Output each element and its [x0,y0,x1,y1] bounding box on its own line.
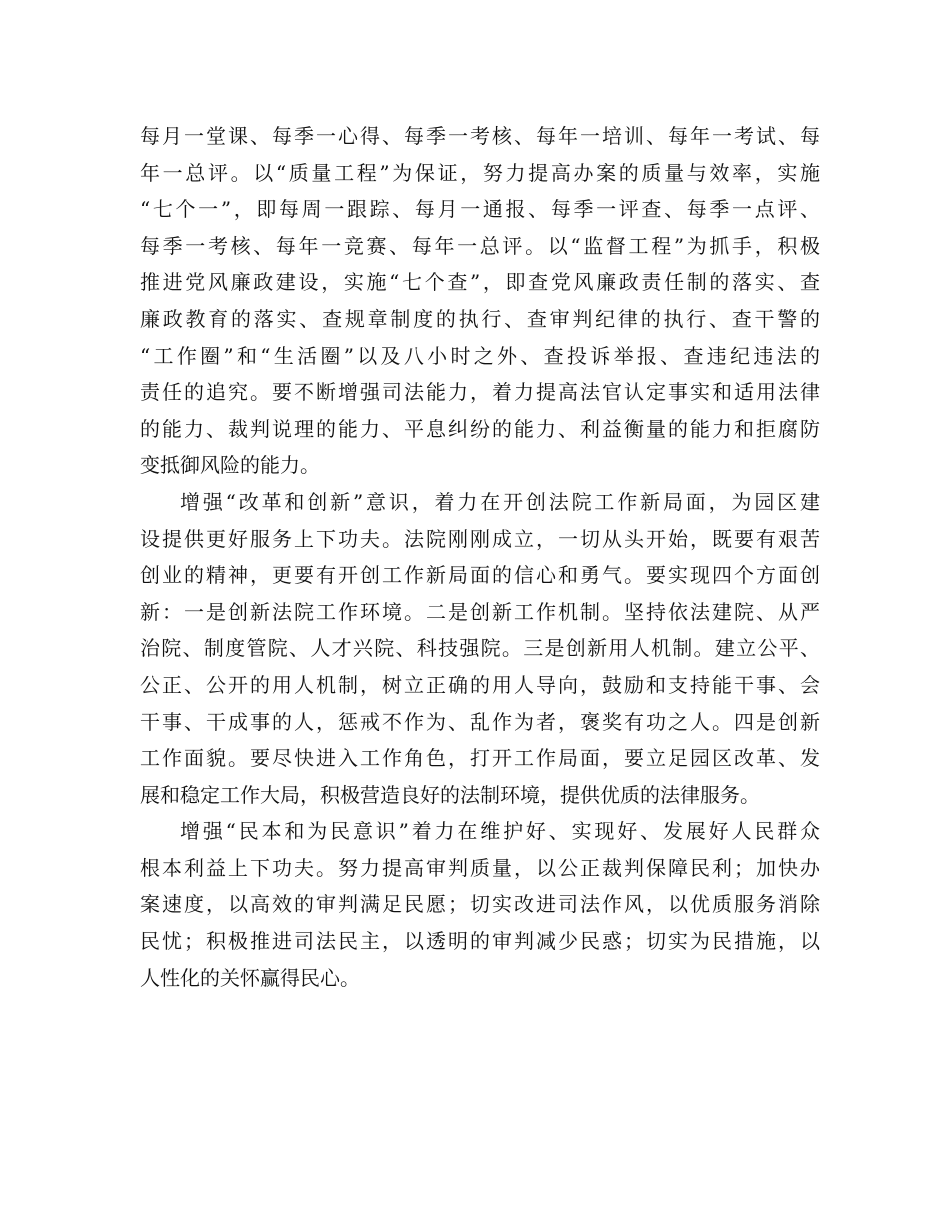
paragraph [140,813,823,996]
text-line: 展和稳定工作大局，积极营造良好的法制环境，提供优质的法律服务。 [140,782,760,807]
text-line: 责任的追究。要不断增强司法能力，着力提高法官认定事实和适用法律 [140,380,822,405]
text-line: 增强“民本和为民意识”着力在维护好、实现好、发展好人民群众 [180,819,823,844]
text-line: 增强“改革和创新”意识，着力在开创法院工作新局面，为园区建 [180,489,823,514]
text-line: 公正、公开的用人机制，树立正确的用人导向，鼓励和支持能干事、会 [140,672,822,697]
text-line: 创业的精神，更要有开创工作新局面的信心和勇气。要实现四个方面创 [140,563,822,588]
text-line: 的能力、裁判说理的能力、平息纠纷的能力、利益衡量的能力和拒腐防 [140,416,822,441]
document-body [140,118,824,996]
text-line: 治院、制度管院、人才兴院、科技强院。三是创新用人机制。建立公平、 [140,636,822,661]
text-line: 民忧；积极推进司法民主，以透明的审判减少民惑；切实为民措施，以 [140,929,822,954]
text-line: 设提供更好服务上下功夫。法院刚刚成立，一切从头开始，既要有艰苦 [140,526,822,551]
text-line: 每月一堂课、每季一心得、每季一考核、每年一培训、每年一考试、每 [140,124,822,148]
paragraph [140,118,824,484]
text-line: “七个一”，即每周一跟踪、每月一通报、每季一评查、每季一点评、 [140,197,823,222]
text-line: 新：一是创新法院工作环境。二是创新工作机制。坚持依法建院、从严 [140,599,822,624]
text-line: 根本利益上下功夫。努力提高审判质量，以公正裁判保障民利；加快办 [140,855,822,880]
text-line: 廉政教育的落实、查规章制度的执行、查审判纪律的执行、查干警的 [140,306,823,331]
paragraph [140,484,823,813]
text-line: 年一总评。以“质量工程”为保证，努力提高办案的质量与效率，实施 [140,160,823,185]
text-line: 人性化的关怀赢得民心。 [140,965,360,990]
text-line: 推进党风廉政建设，实施“七个查”，即查党风廉政责任制的落实、查 [140,270,823,295]
text-line: 案速度，以高效的审判满足民愿；切实改进司法作风，以优质服务消除 [140,892,822,917]
text-line: “工作圈”和“生活圈”以及八小时之外、查投诉举报、查违纪违法的 [140,343,824,368]
text-line: 工作面貌。要尽快进入工作角色，打开工作局面，要立足园区改革、发 [140,746,822,771]
text-line: 变抵御风险的能力。 [140,453,320,478]
text-line: 每季一考核、每年一竞赛、每年一总评。以“监督工程”为抓手，积极 [140,233,823,258]
text-line: 干事、干成事的人，惩戒不作为、乱作为者，褒奖有功之人。四是创新 [140,709,822,734]
